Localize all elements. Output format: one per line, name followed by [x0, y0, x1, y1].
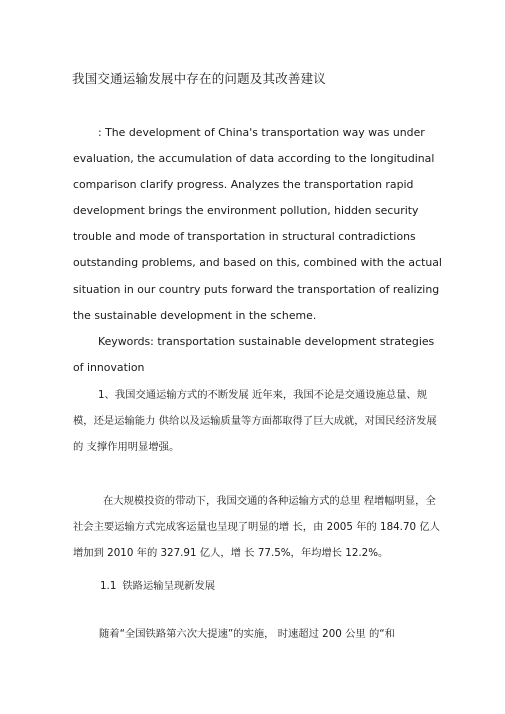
- section-1-text: 1、我国交通运输方式的不断发展 近年来，我国不论是交通设施总量、规模，还是运输能力 供给以及运输质量等方面都取得了巨大成就，对国民经济发展的 支撑作用明显增强。: [73, 389, 437, 454]
- subsection-title: 铁路运输呈现新发展: [122, 580, 216, 592]
- paragraph-2-text: 在大规模投资的带动下，我国交通的各种运输方式的总里 程增幅明显，全社会主要运输方式完成客运量也呈现了明显的增 长，由 2005 年的 184.70 亿人增加到 2010 年的 327.91 亿人，增 长 77.5%，年均增长 12.2%。: [73, 495, 440, 560]
- paragraph-3-first-line: 随着“全国铁路第六次大提速”的实施， 时速超过 200 公里 的“和: [99, 628, 395, 640]
- abstract-body: : The development of China's transportation way was under evaluation, the accumulation of data according to the longitudinal comparison clarify progress. Analyzes the transportation rapid development brings the environment pollution, hidden security trouble and mode of transportation in structural contradictions outstanding problems, and based on this, combined with the actual situation in our country puts forward the transportation of realizing the sustainable development in the scheme.: [73, 126, 442, 322]
- subsection-number: 1.1: [100, 580, 117, 592]
- keywords-line: Keywords: transportation sustainable development strategies of innovation: [73, 334, 435, 374]
- document-title: 我国交通运输发展中存在的问题及其改善建议: [72, 71, 327, 86]
- section-1: [73, 382, 445, 461]
- paragraph-2: [73, 488, 445, 567]
- subsection-heading: [100, 577, 215, 592]
- english-abstract: [73, 120, 445, 381]
